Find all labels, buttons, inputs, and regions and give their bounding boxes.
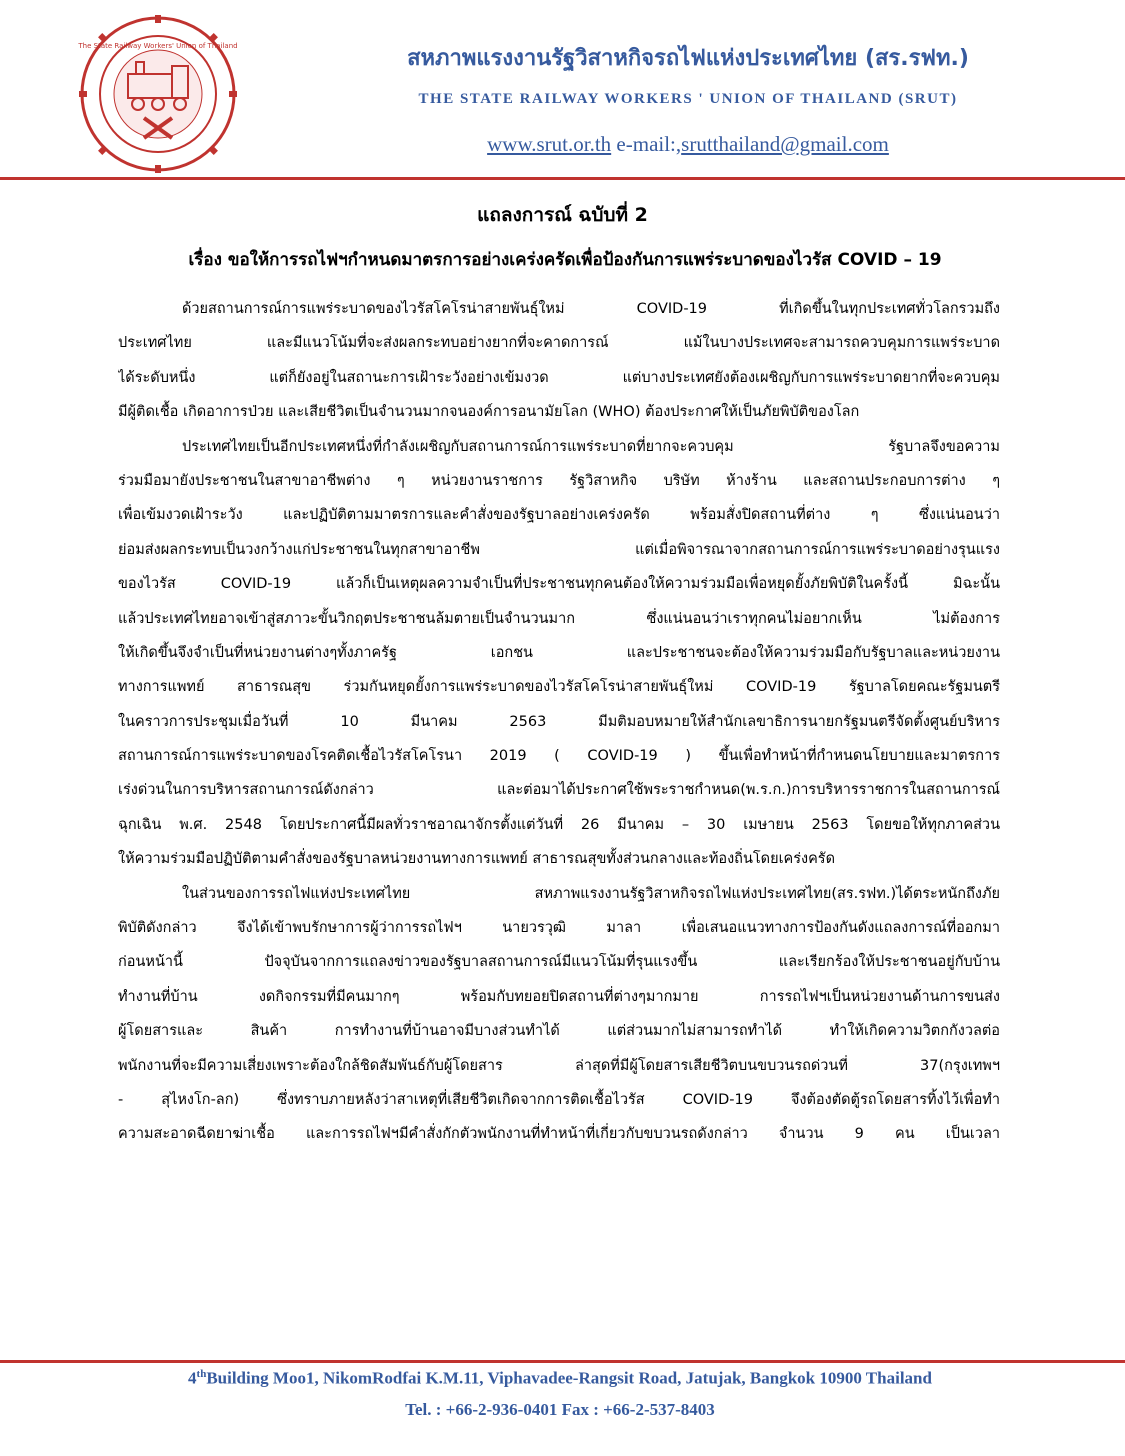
document-body — [118, 292, 1000, 1152]
body-line: มีผู้ติดเชื้อ เกิดอาการป่วย และเสียชีวิตเป็นจำนวนมากจนองค์การอนามัยโลก (WHO) ต้องประกาศให้เป็นภัยพิบัติของโลก — [118, 404, 860, 421]
body-line: ร่วมมือมายังประชาชนในสาขาอาชีพต่าง ๆ หน่วยงานราชการ รัฐวิสาหกิจ บริษัท ห้างร้าน และสถานประกอบการต่าง ๆ — [118, 472, 1000, 489]
body-line: ของไวรัส COVID-19 แล้วก็เป็นเหตุผลความจำเป็นที่ประชาชนทุกคนต้องให้ความร่วมมือเพื่อหยุดยั้งภัยพิบัติในครั้งนี้ มิฉะนั้น — [118, 576, 1000, 593]
body-line: พนักงานที่จะมีความเสี่ยงเพราะต้องใกล้ชิดสัมพันธ์กับผู้โดยสาร ล่าสุดที่มีผู้โดยสารเสียชีวิตบนขบวนรถด่วนที่ 37(กรุงเทพฯ — [118, 1057, 1000, 1074]
contact-links — [258, 132, 1118, 157]
body-line: ในคราวการประชุมเมื่อวันที่ 10 มีนาคม 2563 มีมติมอบหมายให้สำนักเลขาธิการนายกรัฐมนตรีจัดตั้งศูนย์บริหาร — [118, 713, 1000, 730]
body-line: ในส่วนของการรถไฟแห่งประเทศไทย สหภาพแรงงานรัฐวิสาหกิจรถไฟแห่งประเทศไทย(สร.รฟท.)ได้ตระหนักถึงภัย — [182, 885, 1000, 902]
body-line: ทำงานที่บ้าน งดกิจกรรมที่มีคนมากๆ พร้อมกับทยอยปิดสถานที่ต่างๆมากมาย การรถไฟฯเป็นหน่วยงานด้านการขนส่ง — [118, 988, 1000, 1005]
body-line: ได้ระดับหนึ่ง แต่ก็ยังอยู่ในสถานะการเฝ้าระวังอย่างเข้มงวด แต่บางประเทศยังต้องเผชิญกับการแพร่ระบาดยากที่จะควบคุม — [118, 369, 1000, 386]
footer-divider — [0, 1360, 1125, 1363]
body-line: ฉุกเฉิน พ.ศ. 2548 โดยประกาศนี้มีผลทั่วราชอาณาจักรตั้งแต่วันที่ 26 มีนาคม – 30 เมษายน 2563 โดยขอให้ทุกภาคส่วน — [118, 816, 1000, 833]
document-title: แถลงการณ์ ฉบับที่ 2 — [477, 204, 648, 226]
body-line: ก่อนหน้านี้ ปัจจุบันจากการแถลงข่าวของรัฐบาลสถานการณ์มีแนวโน้มที่รุนแรงขึ้น และเรียกร้องให้ประชาชนอยู่กับบ้าน — [118, 954, 1000, 971]
body-line: ทางการแพทย์ สาธารณสุข ร่วมกันหยุดยั้งการแพร่ระบาดของไวรัสโคโรน่าสายพันธุ์ใหม่ COVID-19 รัฐบาลโดยคณะรัฐมนตรี — [118, 679, 1000, 696]
body-line: เร่งด่วนในการบริหารสถานการณ์ดังกล่าว และต่อมาได้ประกาศใช้พระราชกำหนด(พ.ร.ก.)การบริหารราชการในสถานการณ์ — [118, 782, 1000, 799]
body-line: ให้เกิดขึ้นจึงจำเป็นที่หน่วยงานต่างๆทั้งภาครัฐ เอกชน และประชาชนจะต้องให้ความร่วมมือกับรัฐบาลและหน่วยงาน — [118, 644, 1000, 661]
email-link[interactable]: srutthailand@gmail.com — [681, 132, 889, 156]
body-line: ย่อมส่งผลกระทบเป็นวงกว้างแก่ประชาชนในทุกสาขาอาชีพ แต่เมื่อพิจารณาจากสถานการณ์การแพร่ระบาดอย่างรุนแรง — [118, 541, 1000, 558]
footer-contact: Tel. : +66-2-936-0401 Fax : +66-2-537-8403 — [405, 1400, 715, 1419]
body-line: แล้วประเทศไทยอาจเข้าสู่สภาวะขั้นวิกฤตประชาชนล้มตายเป็นจำนวนมาก ซึ่งแน่นอนว่าเราทุกคนไม่อยากเห็น ไม่ต้องการ — [118, 610, 1000, 627]
union-logo — [78, 14, 238, 174]
body-line: สถานการณ์การแพร่ระบาดของโรคติดเชื้อไวรัสโคโรนา 2019 ( COVID-19 ) ขึ้นเพื่อทำหน้าที่กำหนดนโยบายและมาตรการ — [118, 748, 1000, 765]
email-prefix: e-mail:, — [616, 132, 682, 156]
body-line: ผู้โดยสารและ สินค้า การทำงานที่บ้านอาจมีบางส่วนทำได้ แต่ส่วนมากไม่สามารถทำได้ ทำให้เกิดความวิตกกังวลต่อ — [118, 1023, 1000, 1040]
body-line: ให้ความร่วมมือปฏิบัติตามคำสั่งของรัฐบาลหน่วยงานทางการแพทย์ สาธารณสุขทั้งส่วนกลางและท้องถิ่นโดยเคร่งครัด — [118, 851, 836, 868]
header-divider — [0, 177, 1125, 180]
body-line: ความสะอาดฉีดยาฆ่าเชื้อ และการรถไฟฯมีคำสั่งกักตัวพนักงานที่ทำหน้าที่เกี่ยวกับขบวนรถดังกล่าว จำนวน 9 คน เป็นเวลา — [118, 1126, 1000, 1143]
body-line: ด้วยสถานการณ์การแพร่ระบาดของไวรัสโคโรน่าสายพันธุ์ใหม่ COVID-19 ที่เกิดขึ้นในทุกประเทศทั่วโลกรวมถึง — [182, 301, 1000, 317]
svg-text:The State Railway Workers' Uni: The State Railway Workers' Union of Thailand — [78, 42, 238, 50]
body-line: พิบัติดังกล่าว จึงได้เข้าพบรักษาการผู้ว่าการรถไฟฯ นายวรวุฒิ มาลา เพื่อเสนอแนวทางการป้องกันดังแถลงการณ์ที่ออกมา — [118, 920, 1000, 937]
website-link[interactable]: www.srut.or.th — [487, 132, 612, 156]
body-line: ประเทศไทย และมีแนวโน้มที่จะส่งผลกระทบอย่างยากที่จะคาดการณ์ แม้ในบางประเทศจะสามารถควบคุมการแพร่ระบาด — [118, 335, 1000, 352]
union-name-thai: สหภาพแรงงานรัฐวิสาหกิจรถไฟแห่งประเทศไทย (สร.รฟท.) — [407, 46, 969, 71]
footer-address: 4thBuilding Moo1, NikomRodfai K.M.11, Viphavadee-Rangsit Road, Jatujak, Bangkok 10900 Thailand — [188, 1368, 932, 1388]
body-line: - สุไหงโก-ลก) ซึ่งทราบภายหลังว่าสาเหตุที่เสียชีวิตเกิดจากการติดเชื้อไวรัส COVID-19 จึงต้องตัดตู้รถโดยสารทิ้งไว้เพื่อทำ — [118, 1091, 1000, 1108]
union-name-english: THE STATE RAILWAY WORKERS ' UNION OF THAILAND (SRUT) — [418, 91, 958, 107]
document-subject: เรื่อง ขอให้การรถไฟฯกำหนดมาตรการอย่างเคร่งครัดเพื่อป้องกันการแพร่ระบาดของไวรัส COVID – 19 — [188, 250, 942, 270]
body-line: เพื่อเข้มงวดเฝ้าระวัง และปฏิบัติตามมาตรการและคำสั่งของรัฐบาลอย่างเคร่งครัด พร้อมสั่งปิดสถานที่ต่าง ๆ ซึ่งแน่นอนว่า — [118, 507, 1000, 524]
body-line: ประเทศไทยเป็นอีกประเทศหนึ่งที่กำลังเผชิญกับสถานการณ์การแพร่ระบาดที่ยากจะควบคุม รัฐบาลจึงขอความ — [182, 438, 1000, 455]
